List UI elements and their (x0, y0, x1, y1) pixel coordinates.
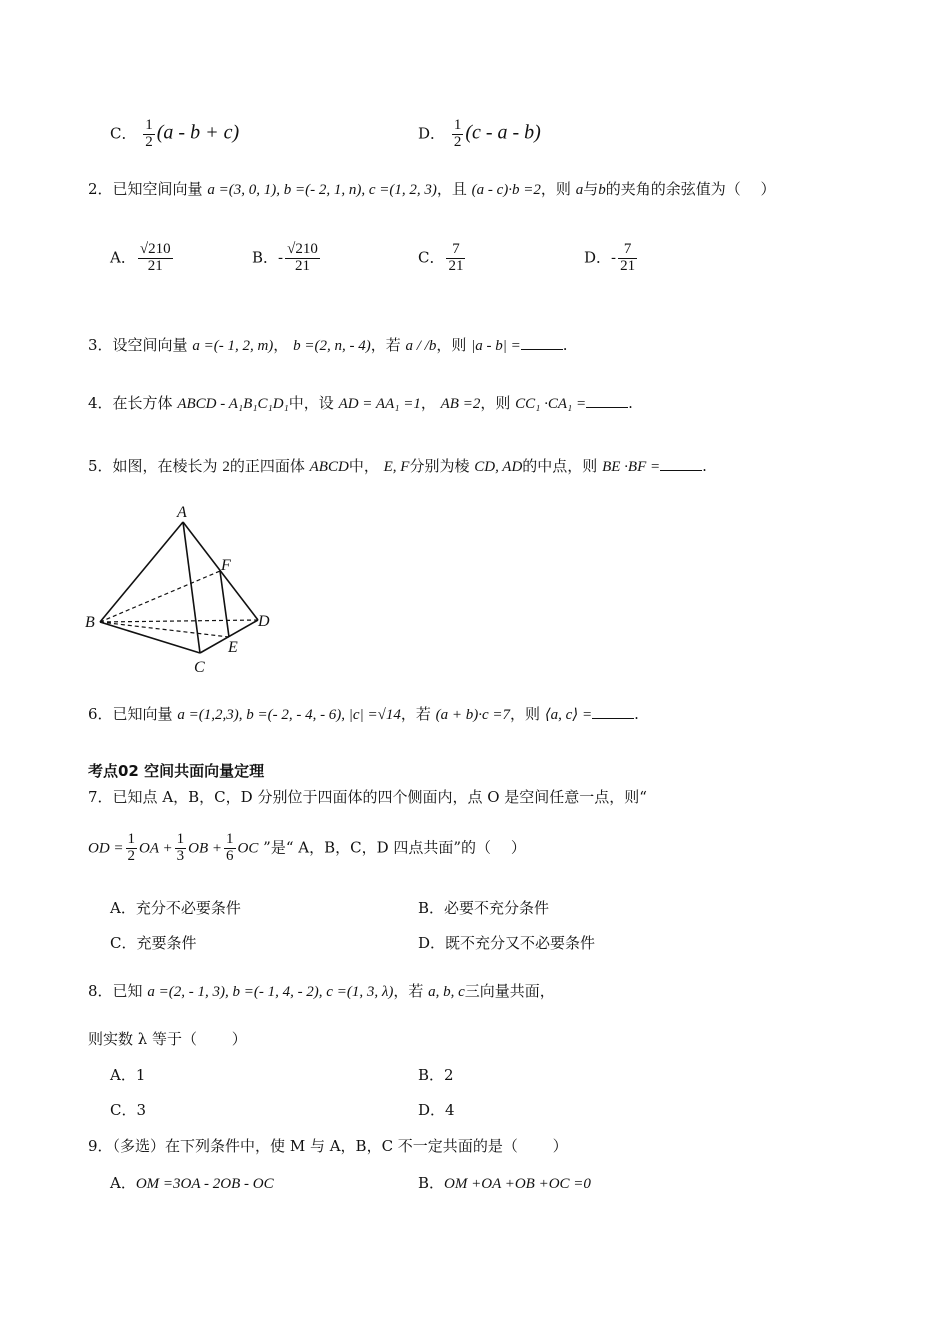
section-title: 考点02 空间共面向量定理 (88, 762, 265, 780)
label-d: D (258, 613, 270, 630)
q9-option-b[interactable]: B．OM +OA +OB +OC =0 (418, 1174, 591, 1192)
q8-option-b[interactable]: B．2 (418, 1066, 454, 1084)
q6-answer-blank[interactable] (592, 704, 634, 719)
q8-option-a[interactable]: A．1 (110, 1066, 146, 1084)
q3-answer-blank[interactable] (521, 335, 563, 350)
q7-option-d[interactable]: D．既不充分又不必要条件 (418, 934, 596, 952)
q2-option-b[interactable]: B．- $\frac{√210}{21}$ (252, 241, 318, 274)
q2-option-a[interactable]: A． $\frac{√210}{21}$ (110, 241, 171, 274)
tetrahedron-figure (80, 500, 280, 680)
q2-condition: (a - c)·b =2 (471, 182, 541, 198)
q7-option-a[interactable]: A．充分不必要条件 (110, 899, 241, 917)
edge-bd (100, 620, 258, 622)
q2-option-d[interactable]: D．- $\frac{7}{21}$ (584, 241, 636, 274)
q9-option-a[interactable]: A．OM =3OA - 2OB - OC (110, 1174, 274, 1192)
label-a: A (177, 504, 187, 521)
q1-d-coef: $\frac{1}{2}$ (453, 117, 462, 150)
q7-option-c[interactable]: C．充要条件 (110, 934, 197, 952)
edge-bc (100, 622, 200, 653)
q1-c-expr: (a - b + c) (156, 121, 240, 144)
question-3: 3．设空间向量 a =(- 1, 2, m)， b =(2, n, - 4)，若 a / /b，则 |a - b| = . (88, 336, 568, 354)
edge-ab (100, 522, 183, 622)
q7-option-b[interactable]: B．必要不充分条件 (418, 899, 550, 917)
label-b: B (85, 614, 95, 631)
q2-option-c[interactable]: C． $\frac{7}{21}$ (418, 241, 464, 274)
q1-d-expr: (c - a - b) (465, 121, 541, 144)
q8-option-d[interactable]: D．4 (418, 1101, 455, 1119)
q5-answer-blank[interactable] (660, 456, 702, 471)
q4-answer-blank[interactable] (586, 393, 628, 408)
q1-option-d[interactable]: D． $\frac{1}{2}$ (c - a - b) (418, 117, 541, 150)
q1-option-c[interactable]: C． $\frac{1}{2}$ (a - b + c) (110, 117, 240, 150)
q1-c-coef: $\frac{1}{2}$ (145, 117, 153, 150)
q8-option-c[interactable]: C．3 (110, 1101, 147, 1119)
q2-vectors: a =(3, 0, 1), b =(- 2, 1, n), c =(1, 2, 3) (207, 182, 437, 198)
question-8: 8．已知 a =(2, - 1, 3), b =(- 1, 4, - 2), c =(1, 3, λ)，若 a, b, c三向量共面， (88, 982, 555, 1000)
question-6: 6．已知向量 a =(1,2,3), b =(- 2, - 4, - 6), |c| =√14，若 (a + b)·c =7，则 ⟨a, c⟩ = . (88, 705, 639, 723)
segment-bf (100, 571, 220, 622)
question-7: 7．已知点 A，B，C，D 分别位于四面体的四个侧面内，点 O 是空间任意一点，则“ (88, 788, 647, 806)
q8-line2: 则实数 λ 等于（ ） (88, 1030, 247, 1048)
question-5: 5．如图，在棱长为 2的正四面体 ABCD中， E, F分别为棱 CD, AD的中点，则 BE ·BF = . (88, 457, 707, 475)
question-9: 9．（多选）在下列条件中，使 M 与 A，B，C 不一定共面的是（ ） (88, 1137, 568, 1155)
question-4: 4．在长方体 ABCD - A₁B₁C₁D₁中，设 AD = AA₁ =1， AB =2，则 CC₁ ·CA₁ = . (88, 394, 633, 412)
q7-formula: OD = $\frac{1}{2}$ OA + $\frac{1}{3}$ OB + $\frac{1}{6}$ OC ”是“ A，B，C，D 四点共面”的（ ） (88, 831, 526, 864)
segment-be (100, 622, 229, 637)
label-c: C (194, 659, 205, 676)
label-e: E (228, 639, 238, 656)
label-f: F (221, 557, 231, 574)
question-2: 2．已知空间向量 a =(3, 0, 1), b =(- 2, 1, n), c =(1, 2, 3)，且 (a - c)·b =2，则 a与b的夹角的余弦值为（ ） (88, 180, 776, 198)
